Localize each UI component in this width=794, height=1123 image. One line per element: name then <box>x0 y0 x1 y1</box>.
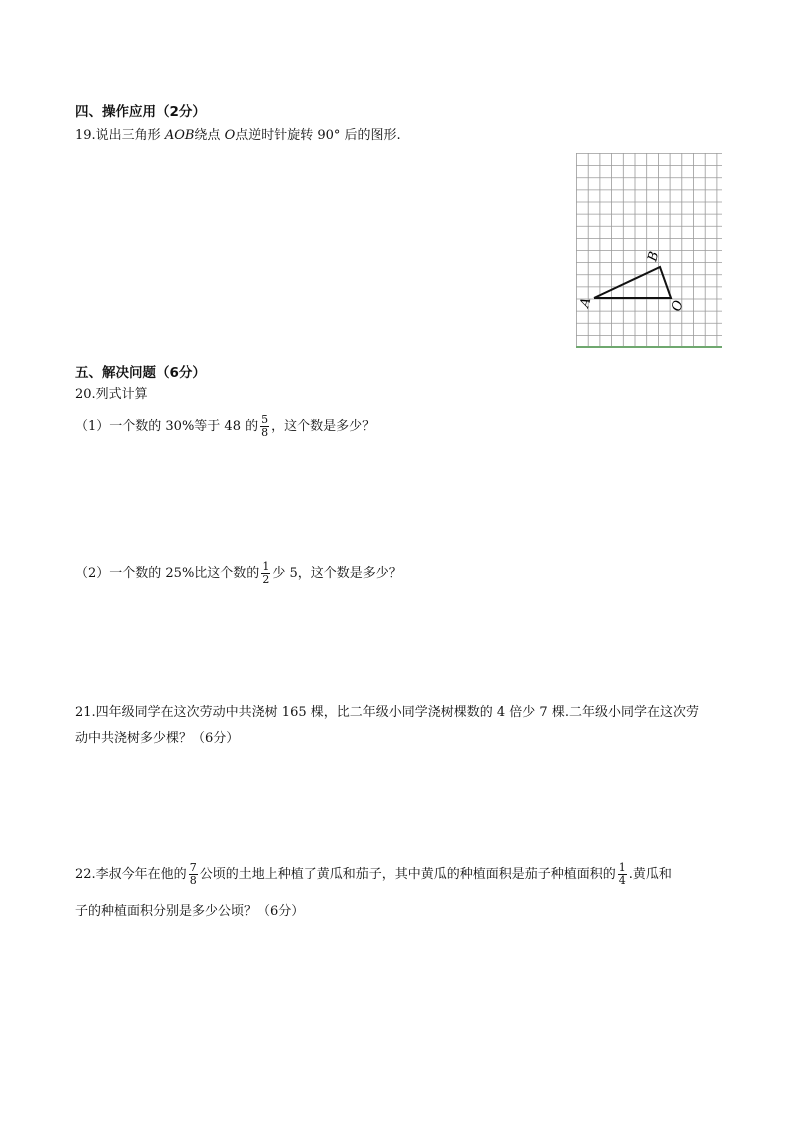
fraction-denominator: 4 <box>618 874 626 887</box>
question-21-line2: 动中共浇树多少棵？（6分） <box>75 731 240 746</box>
q19-suffix: 点逆时针旋转 90° 后的图形. <box>235 128 401 143</box>
fraction-denominator: 8 <box>261 426 269 439</box>
q20-1-pre: （1）一个数的 30%等于 48 的 <box>75 419 259 434</box>
q20-2-pre: （2）一个数的 25%比这个数的 <box>75 566 260 581</box>
q19-shape: AOB <box>164 128 195 143</box>
fraction-numerator: 7 <box>189 861 197 874</box>
fraction-numerator: 5 <box>261 413 269 426</box>
label-o: O <box>669 298 687 314</box>
question-19 <box>75 127 401 145</box>
question-22-line2: 子的种植面积分别是多少公顷？（6分） <box>75 904 305 919</box>
fraction-1-2 <box>261 561 270 586</box>
q22-mid: 公顷的土地上种植了黄瓜和茄子，其中黄瓜的种植面积是茄子种植面积的 <box>199 867 616 882</box>
q22-post: .黄瓜和 <box>628 867 672 882</box>
section5-heading: 五、解决问题（6分） <box>75 365 206 381</box>
fraction-numerator: 1 <box>262 560 270 573</box>
question-21-line1: 21.四年级同学在这次劳动中共浇树 165 棵，比二年级小同学浇树棵数的 4 倍少 7 棵.二年级小同学在这次劳 <box>75 705 699 720</box>
q19-mid: 绕点 <box>194 128 225 143</box>
triangle-aob <box>594 267 671 298</box>
fraction-7-8 <box>189 862 198 887</box>
fraction-numerator: 1 <box>618 861 626 874</box>
q19-prefix: 19.说出三角形 <box>75 128 165 143</box>
label-b: B <box>645 249 663 264</box>
fraction-5-8 <box>260 414 269 439</box>
section4-heading: 四、操作应用（2分） <box>75 104 206 120</box>
rotation-grid-figure <box>576 153 722 349</box>
q20-2-post: 少 5，这个数是多少？ <box>272 566 402 581</box>
question-20-part2 <box>75 561 402 586</box>
q20-1-post: ，这个数是多少？ <box>271 419 376 434</box>
q19-center: O <box>224 128 236 143</box>
fraction-denominator: 2 <box>262 573 270 586</box>
label-a: A <box>577 296 595 310</box>
question-22-line1 <box>75 862 672 887</box>
question-20-part1 <box>75 414 375 439</box>
question-20-title: 20.列式计算 <box>75 387 148 402</box>
q22-pre: 22.李叔今年在他的 <box>75 867 187 882</box>
fraction-denominator: 8 <box>189 874 197 887</box>
fraction-1-4 <box>618 862 627 887</box>
